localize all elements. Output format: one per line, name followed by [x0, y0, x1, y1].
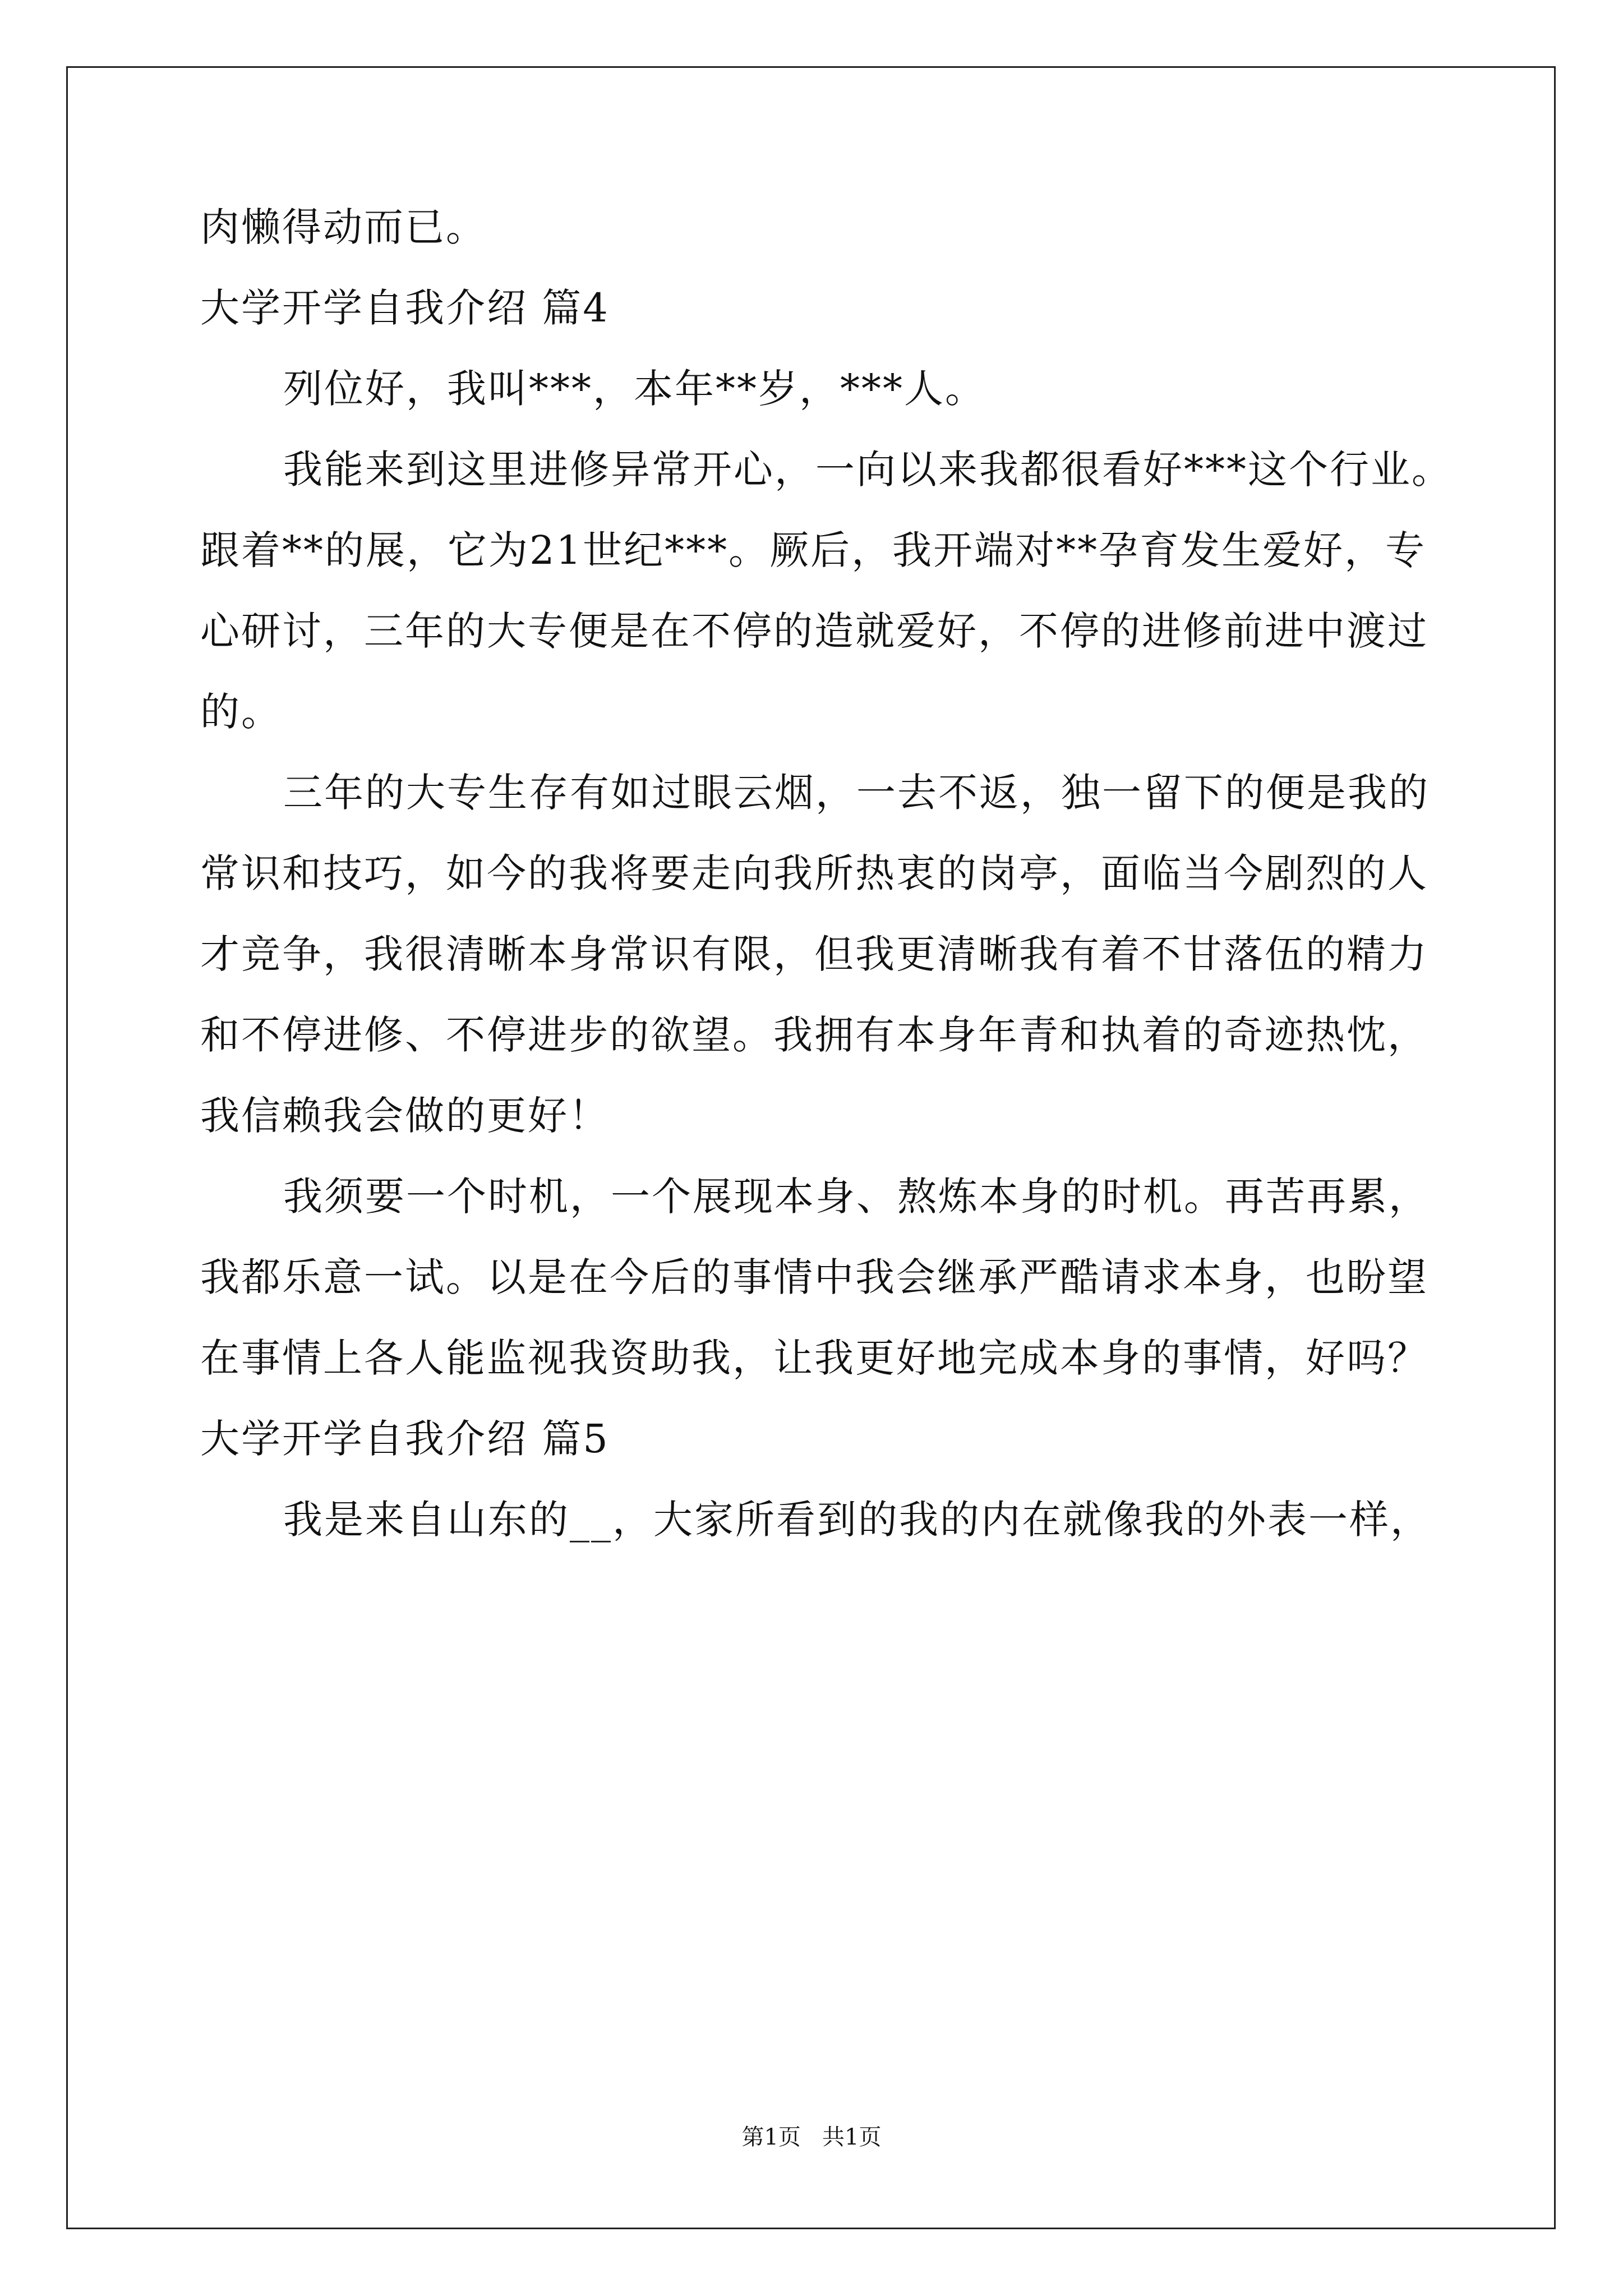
text-line: 三年的大专生存有如过眼云烟，一去不返，独一留下的便是我的: [283, 770, 1430, 816]
text-line: 我都乐意一试。以是在今后的事情中我会继承严酷请求本身，也盼望: [200, 1254, 1428, 1300]
text-line: 常识和技巧，如今的我将要走向我所热衷的岗亭，面临当今剧烈的人: [200, 850, 1428, 896]
text-line: 的。: [200, 689, 282, 735]
text-line: 我能来到这里进修异常开心，一向以来我都很看好***这个行业。: [283, 447, 1453, 493]
text-line: 跟着**的展，它为21世纪***。厥后，我开端对**孕育发生爱好，专: [200, 527, 1427, 573]
section-heading: 大学开学自我介绍 篇5: [200, 1416, 610, 1462]
text-line: 我是来自山东的__，大家所看到的我的内在就像我的外表一样，: [283, 1497, 1431, 1543]
section-heading: 大学开学自我介绍 篇4: [200, 285, 610, 331]
text-line: 我须要一个时机，一个展现本身、熬炼本身的时机。再苦再累，: [283, 1174, 1430, 1220]
page-footer: 第1页 共1页: [741, 2124, 882, 2150]
text-line: 列位好，我叫***，本年**岁，***人。: [283, 366, 986, 412]
text-line: 我信赖我会做的更好！: [200, 1093, 610, 1139]
text-line: 心研讨，三年的大专便是在不停的造就爱好，不停的进修前进中渡过: [200, 608, 1428, 654]
text-line: 和不停进修、不停进步的欲望。我拥有本身年青和执着的奇迹热忱，: [200, 1012, 1428, 1058]
text-line: 在事情上各人能监视我资助我，让我更好地完成本身的事情，好吗？: [200, 1335, 1428, 1381]
text-line: 才竞争，我很清晰本身常识有限，但我更清晰我有着不甘落伍的精力: [200, 931, 1428, 977]
text-line: 肉懒得动而已。: [200, 204, 487, 250]
